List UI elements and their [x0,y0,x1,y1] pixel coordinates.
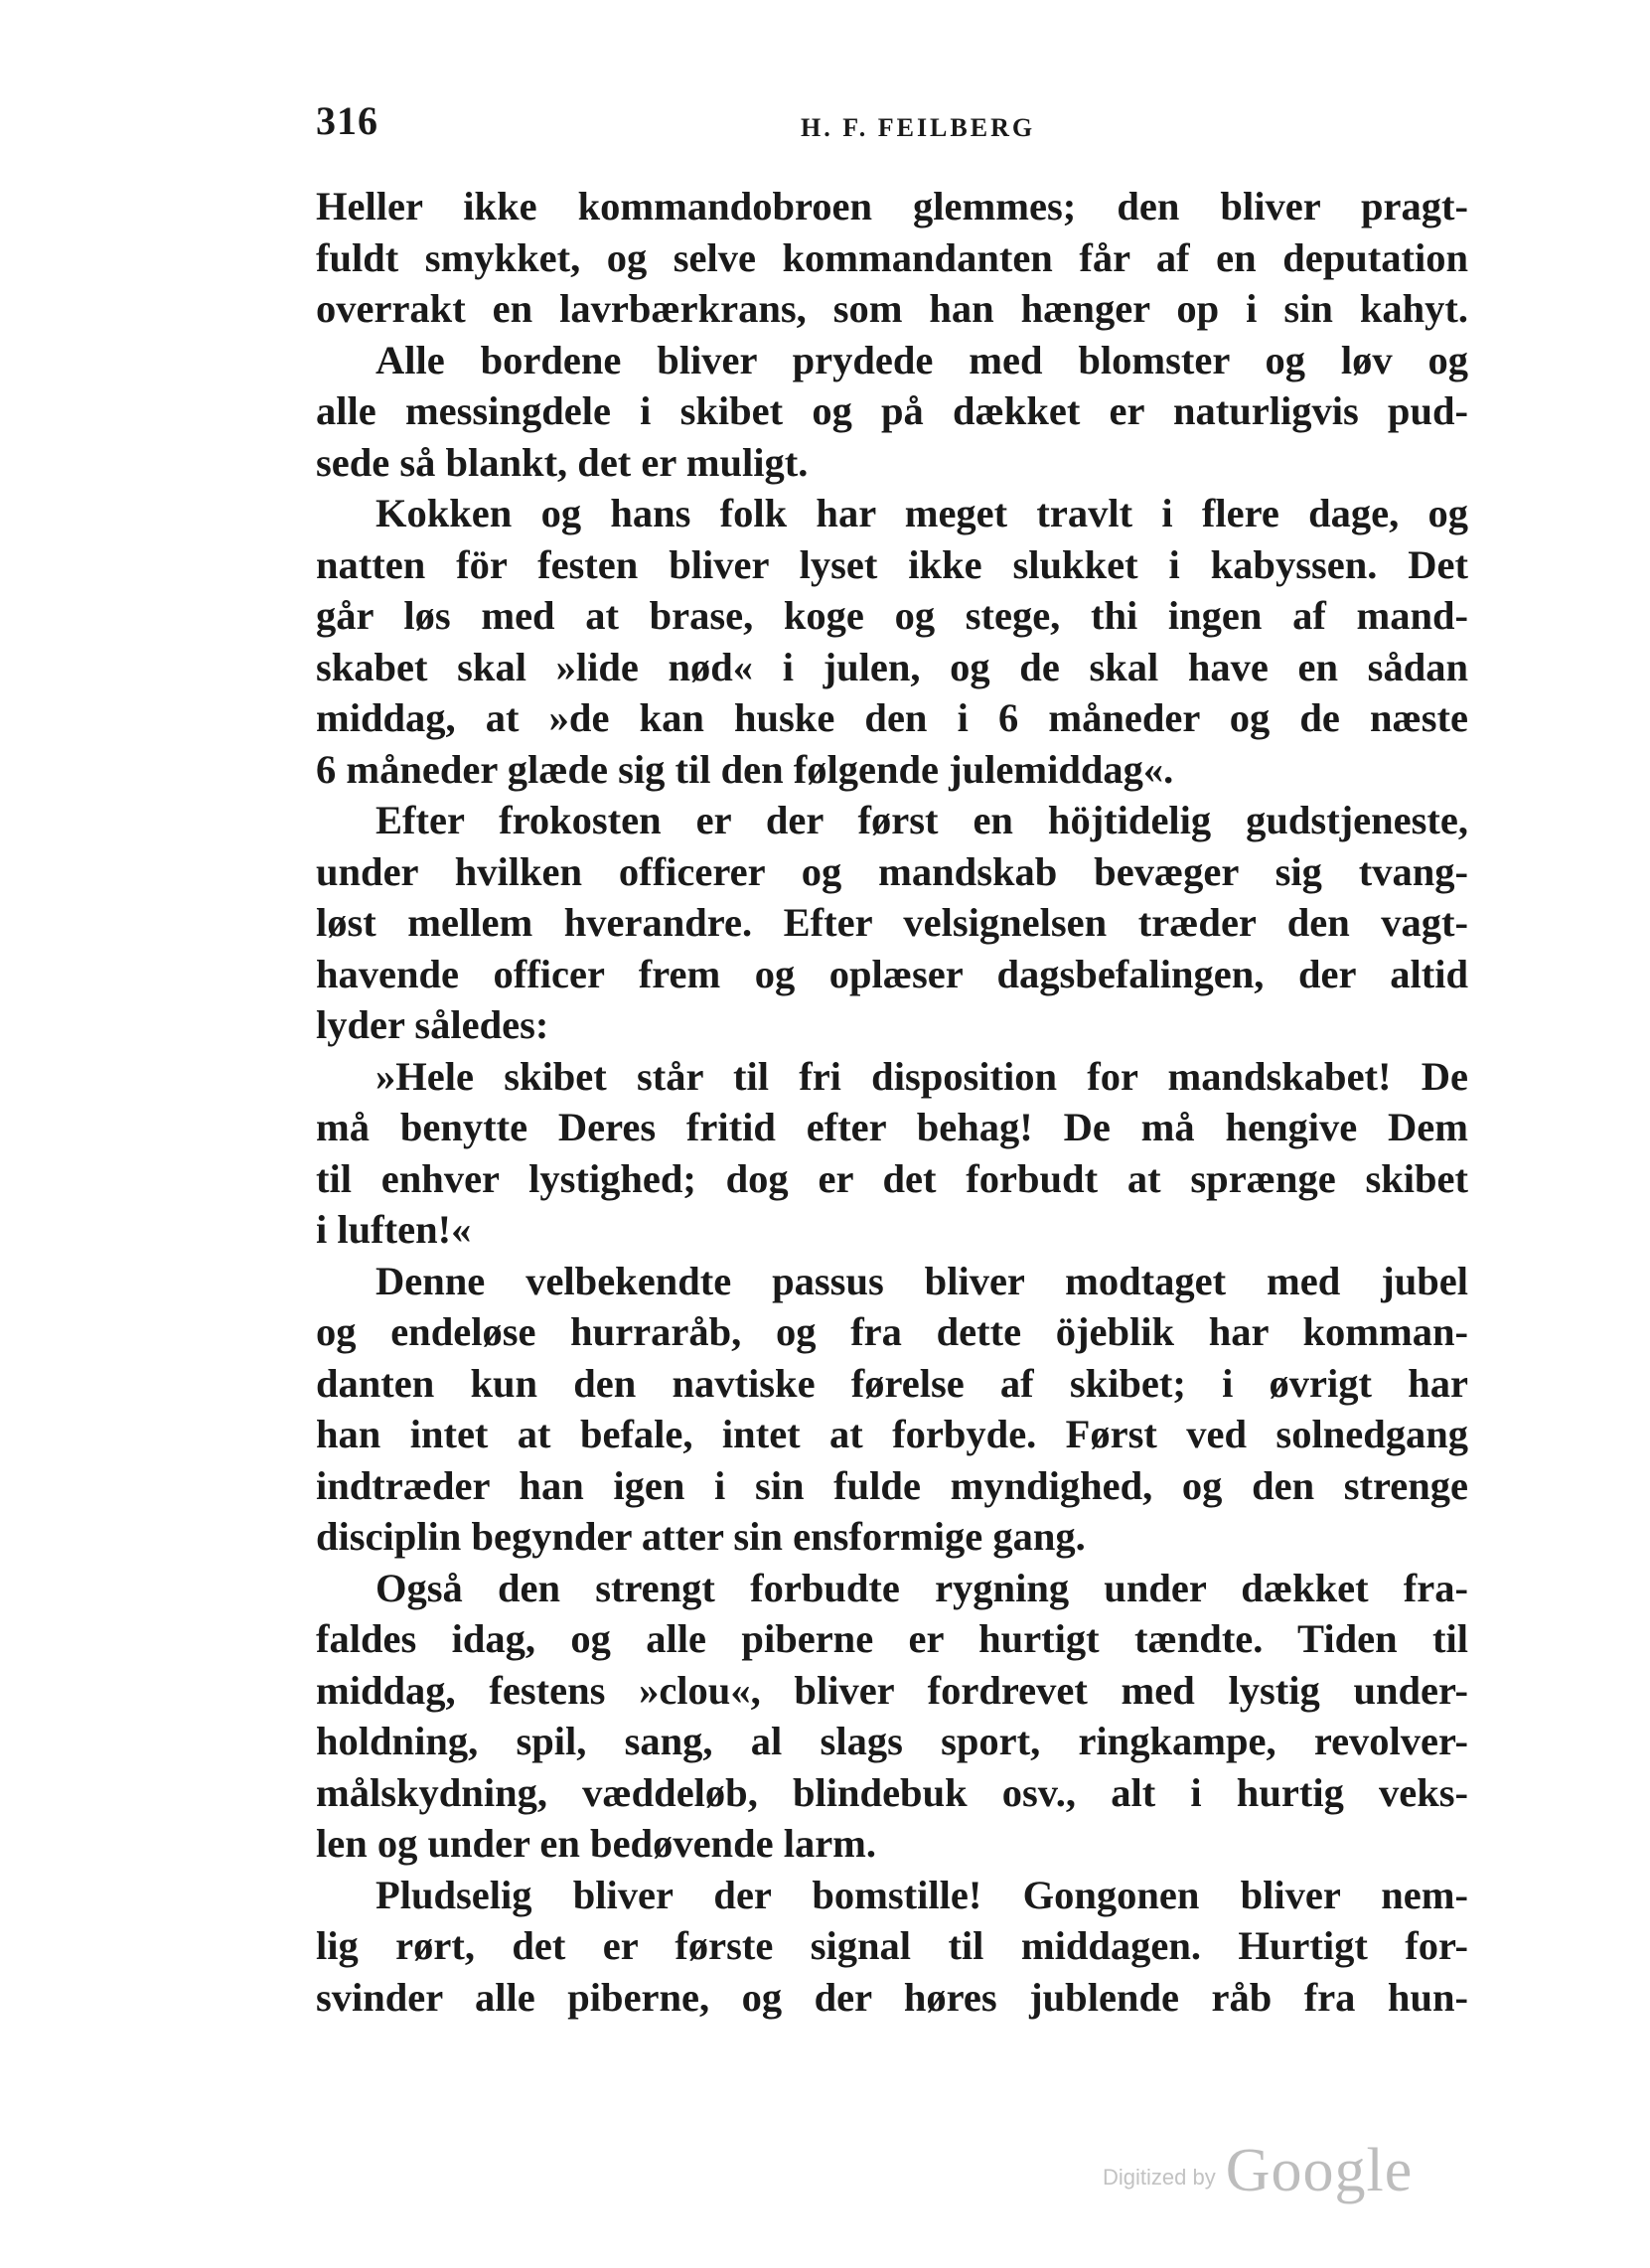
text-line: havende officer frem og oplæser dagsbefalingen, der altid [316,951,1468,996]
text-line: len og under en bedøvende larm. [316,1821,877,1866]
text-line: og endeløse hurraråb, og fra dette öjeblik har komman- [316,1309,1468,1354]
text-line: »Hele skibet står til fri disposition for mandskabet! De [375,1053,1468,1099]
digitized-by-watermark [1103,2136,1413,2215]
text-line: faldes idag, og alle piberne er hurtigt tændte. Tiden til [316,1616,1468,1661]
running-head: H. F. FEILBERG [801,113,1036,142]
text-line: Alle bordene bliver prydede med blomster og løv og [375,337,1468,382]
text-line: Kokken og hans folk har meget travlt i flere dage, og [375,491,1468,535]
text-line: 6 måneder glæde sig til den følgende julemiddag«. [316,746,1174,792]
text-line: i luften!« [316,1207,472,1252]
text-line: disciplin begynder atter sin ensformige gang. [316,1514,1086,1559]
text-line: Efter frokosten er der først en höjtidelig gudstjeneste, [375,798,1468,842]
text-line: Pludselig bliver der bomstille! Gongonen bliver nem- [375,1872,1468,1917]
text-line: natten för festen bliver lyset ikke slukket i kabyssen. Det [316,541,1468,587]
body-text [316,181,1468,2023]
text-line: under hvilken officerer og mandskab bevæger sig tvang- [316,848,1468,894]
text-line: indtræder han igen i sin fulde myndighed, og den strenge [316,1462,1468,1508]
text-line: han intet at befale, intet at forbyde. Først ved solnedgang [316,1412,1468,1456]
text-line: svinder alle piberne, og der høres jublende råb fra hun- [316,1974,1468,2020]
page-number: 316 [316,98,378,143]
text-line: lyder således: [316,1002,549,1047]
text-line: Også den strengt forbudte rygning under dækket fra- [375,1565,1468,1610]
text-line: lig rørt, det er første signal til middagen. Hurtigt for- [316,1923,1468,1968]
text-line: middag, at »de kan huske den i 6 måneder og de næste [316,695,1468,740]
google-logo: Google [1225,2137,1414,2204]
text-line: fuldt smykket, og selve kommandanten får af en deputation [316,234,1468,280]
digitized-by-label: Digitized by [1103,2165,1216,2190]
text-line: går løs med at brase, koge og stege, thi ingen af mand- [316,593,1468,638]
text-line: alle messingdele i skibet og på dækket er naturligvis pud- [316,388,1468,433]
text-line: sede så blankt, det er muligt. [316,439,809,485]
text-line: til enhver lystighed; dog er det forbudt at sprænge skibet [316,1155,1468,1201]
text-line: danten kun den navtiske førelse af skibet; i øvrigt har [316,1360,1468,1406]
text-line: må benytte Deres fritid efter behag! De må hengive Dem [316,1105,1468,1149]
text-line: Denne velbekendte passus bliver modtaget med jubel [375,1258,1468,1303]
page-header [316,97,1468,157]
text-line: målskydning, væddeløb, blindebuk osv., alt i hurtig veks- [316,1769,1468,1815]
text-line: middag, festens »clou«, bliver fordrevet med lystig under- [316,1667,1468,1713]
text-line: holdning, spil, sang, al slags sport, ringkampe, revolver- [316,1719,1468,1763]
text-line: overrakt en lavrbærkrans, som han hænger op i sin kahyt. [316,286,1468,331]
text-line: løst mellem hverandre. Efter velsignelsen træder den vagt- [316,900,1468,945]
text-line: Heller ikke kommandobroen glemmes; den bliver pragt- [316,184,1468,228]
text-line: skabet skal »lide nød« i julen, og de skal have en sådan [316,644,1468,689]
